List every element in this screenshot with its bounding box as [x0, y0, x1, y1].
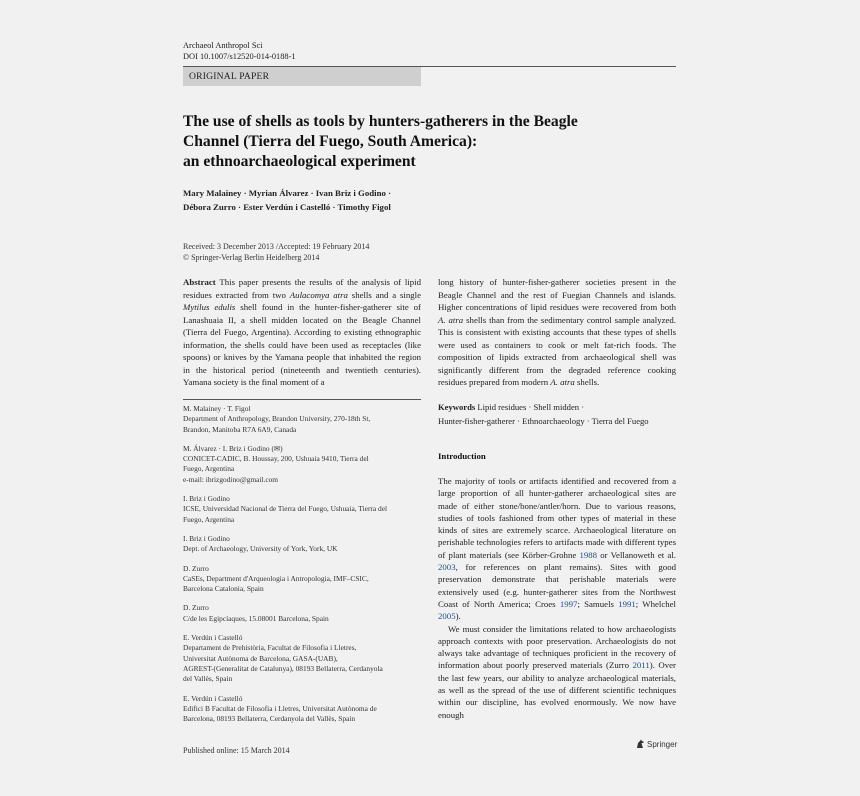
citation-link[interactable]: 1997: [559, 598, 578, 609]
paragraph: [438, 475, 676, 623]
body-text: ; Whelchel: [635, 598, 677, 609]
affiliation: [183, 494, 421, 525]
affiliation: [183, 444, 421, 485]
publication-dates: [183, 241, 369, 263]
affiliation-line: Barcelona, 08193 Bellaterra, Cerdanyola del Vallès, Spain: [183, 714, 356, 724]
body-text: The majority of tools or artifacts identified and recovered from a large proportion of all hunter-gatherer archaeological sites are made of either stone/bone/antler/horn. Due to various reasons, studies of tools fashioned from other types of material in these kinds of sites are extremely scarce. Archaeological literature on perishable technologies refers to artifacts made with different types of plant materials (see Körber-Grohne: [438, 476, 676, 560]
species-name: A. atra: [438, 314, 464, 325]
affiliation: [183, 633, 421, 684]
affiliation-line: Edifici B Facultat de Filosofia i Lletres, Universitat Autònoma de: [183, 703, 377, 713]
abstract-label: Abstract: [183, 277, 216, 287]
species-name: A. atra: [550, 377, 575, 387]
affiliations-rule: [183, 399, 421, 400]
email-link[interactable]: e-mail: ibrizgodino@gmail.com: [183, 474, 279, 484]
affiliation-line: Brandon, Manitoba R7A 6A9, Canada: [183, 424, 297, 434]
affiliation-line: Universitat Autònoma de Barcelona, GASA-(UAB),: [183, 653, 338, 663]
abstract-text: long history of hunter-fisher-gatherer societies present in the Beagle Channel and the rest of Fuegian Channels and islands. Higher concentrations of lipid residues were recovered from both: [438, 277, 676, 312]
affiliation: [183, 694, 421, 725]
affiliation-line: Department of Anthropology, Brandon University, 270-18th St,: [183, 414, 371, 424]
paper-type-banner: ORIGINAL PAPER: [183, 67, 421, 86]
affiliation-names: D. Zurro: [183, 563, 209, 573]
author-line: Débora Zurro · Ester Verdún i Castelló · Timothy Figol: [183, 202, 391, 212]
introduction-body: [438, 475, 676, 721]
citation-link[interactable]: 2003: [438, 562, 456, 573]
published-online: Published online: 15 March 2014: [183, 746, 290, 755]
affiliation-line: C/de les Egipcíaques, 15.08001 Barcelona, Spain: [183, 613, 329, 623]
keywords-line: Lipid residues · Shell midden ·: [475, 402, 585, 412]
affiliation: [183, 534, 421, 555]
affiliation-names: I. Briz i Godino: [183, 533, 230, 543]
body-text: or Vellanoweth et al.: [597, 549, 676, 560]
affiliation-line: ICSE, Universidad Nacional de Tierra del Fuego, Ushuaia, Tierra del: [183, 504, 388, 514]
affiliation-line: Dept. of Archaeology, University of York, York, UK: [183, 544, 338, 554]
affiliation-names: E. Verdún i Castelló: [183, 693, 243, 703]
affiliation-line: AGREST-(Generalitat de Catalunya), 08193 Bellaterra, Cerdanyola: [183, 663, 383, 673]
affiliation-names: E. Verdún i Castelló: [183, 633, 243, 643]
body-text: ; Samuels: [577, 598, 619, 609]
affiliation: [183, 603, 421, 624]
copyright: © Springer-Verlag Berlin Heidelberg 2014: [183, 253, 320, 262]
title-line: The use of shells as tools by hunters-gatherers in the Beagle: [183, 113, 578, 130]
body-text: , for references on plant remains). Sites with good preservation demonstrate that perishable materials were extensively used (e.g. hunter-gatherer sites from the Northwest Coast of North America; Croes: [438, 562, 676, 609]
paragraph: [438, 623, 676, 721]
body-text: ).: [455, 611, 461, 622]
affiliation: [183, 564, 421, 595]
received-accepted: Received: 3 December 2013 /Accepted: 19 February 2014: [183, 242, 370, 251]
species-name: Aulacomya atra: [289, 289, 348, 300]
affiliations: [183, 404, 421, 733]
citation-link[interactable]: 1988: [579, 549, 598, 560]
section-heading-introduction: Introduction: [438, 451, 486, 461]
paper-title: [183, 112, 653, 172]
citation-link[interactable]: 1991: [618, 598, 636, 609]
affiliation-line: Departament de Prehistòria, Facultat de Filosofia i Lletres,: [183, 643, 357, 653]
abstract-right-column: [438, 276, 676, 389]
affiliation-line: del Vallès, Spain: [183, 674, 233, 684]
affiliation-names: D. Zurro: [183, 603, 209, 613]
affiliation-line: CONICET-CADIC, B. Houssay, 200, Ushuaia 9410, Tierra del: [183, 454, 369, 464]
author-line: Mary Malainey · Myrian Álvarez · Ivan Briz i Godino ·: [183, 188, 392, 198]
affiliation-line: Barcelona Catalonia, Spain: [183, 584, 264, 594]
citation-link[interactable]: 2005: [438, 611, 456, 622]
springer-logo: [636, 739, 677, 749]
affiliation-names: M. Álvarez · I. Briz i Godino (✉): [183, 443, 283, 453]
body-text: ). Over the last few years, our ability to analyze archaeological materials, as well as the spread of the use of different scientific techniques within our discipline, has evolved enormously. We now have enough: [438, 660, 676, 720]
citation-link[interactable]: 2011: [632, 660, 650, 671]
keywords: [438, 400, 678, 428]
affiliation-line: CaSEs, Department d'Arqueologia i Antropologia, IMF–CSIC,: [183, 573, 369, 583]
springer-horse-icon: [636, 739, 645, 749]
species-name: Mytilus edulis: [183, 302, 236, 312]
abstract-text: shells.: [574, 377, 600, 387]
affiliation: [183, 404, 421, 435]
abstract-text: shells and a single: [347, 289, 421, 300]
journal-name: Archaeol Anthropol Sci: [183, 41, 263, 50]
body-text: We must consider the limitations related to how archaeologists approach contexts with poor preservation. Archaeologists do not always take advantage of techniques proficient in the recovery of information about poorly preserved materials (Zurro: [438, 623, 676, 671]
keywords-line: Hunter-fisher-gatherer · Ethnoarchaeology · Tierra del Fuego: [438, 416, 649, 426]
doi[interactable]: DOI 10.1007/s12520-014-0188-1: [183, 52, 296, 61]
abstract-text: shells than from the sedimentary control sample analyzed. This is consistent with existing accounts that these types of shells were used as containers to cook or melt fat-rich foods. The composition of lipids extracted from archaeological shell was significantly different from the degraded reference cooking residues prepared from modern: [438, 314, 676, 387]
affiliation-line: Fuego, Argentina: [183, 464, 235, 474]
journal-header: [183, 40, 296, 62]
publisher-name: Springer: [647, 739, 678, 749]
affiliation-names: M. Malainey · T. Figol: [183, 404, 251, 413]
title-line: an ethnoarchaeological experiment: [183, 153, 416, 170]
title-line: Channel (Tierra del Fuego, South America):: [183, 133, 478, 150]
abstract-left-column: [183, 276, 421, 389]
abstract-text: shell found in the hunter-fisher-gatherer site of Lanashuaia II, a shell midden located on the Beagle Channel (Tierra del Fuego, Argentina). According to existing ethnographic information, the shells could have been used as receptacles (like spoons) or knives by the Yamana people that inhabited the region in the historical period (nineteenth and twentieth centuries). Yamana society is the final moment of a: [183, 302, 421, 387]
keywords-label: Keywords: [438, 402, 476, 412]
abstract-text: This paper presents the results of the analysis of lipid residues extracted from two: [183, 277, 421, 300]
affiliation-line: Fuego, Argentina: [183, 514, 235, 524]
affiliation-names: I. Briz i Godino: [183, 494, 230, 504]
author-list: [183, 186, 653, 214]
